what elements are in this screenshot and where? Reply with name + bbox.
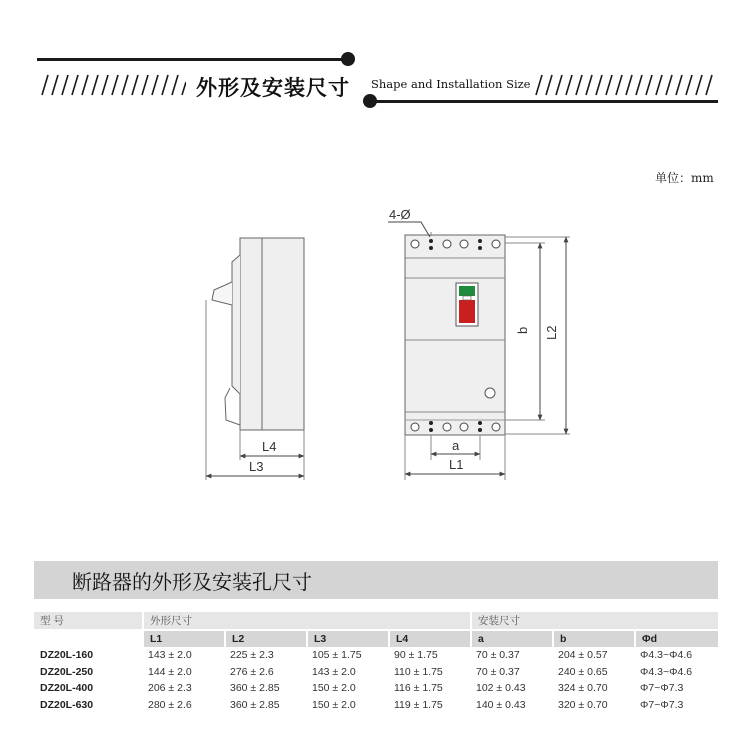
- cell-L2: 360 ± 2.85: [230, 698, 280, 711]
- cell-L2: 225 ± 2.3: [230, 649, 274, 662]
- cell-L4: 119 ± 1.75: [394, 698, 443, 711]
- table-row: [34, 647, 718, 664]
- cell-L4: 90 ± 1.75: [394, 649, 438, 662]
- column-header-b: b: [552, 629, 634, 648]
- cell-L3: 143 ± 2.0: [312, 665, 356, 678]
- handle-red: [459, 300, 475, 323]
- cell-a: 102 ± 0.43: [476, 682, 526, 695]
- cell-L1: 206 ± 2.3: [148, 682, 192, 695]
- dim-b-label: b: [515, 326, 530, 334]
- cell-d: Φ7~Φ7.3: [640, 698, 684, 711]
- cell-L3: 150 ± 2.0: [312, 682, 356, 695]
- group-header-shape: 外形尺寸: [142, 611, 470, 629]
- column-header-L2: L2: [224, 629, 306, 648]
- cell-model: DZ20L-630: [40, 698, 94, 711]
- column-header-L1: L1: [142, 629, 224, 648]
- column-header-L4: L4: [388, 629, 470, 648]
- unit-label: 单位：mm: [655, 171, 714, 185]
- front-view: [405, 235, 505, 435]
- group-header-model: 型 号: [34, 611, 142, 629]
- side-view-handle: [212, 282, 232, 305]
- cell-L3: 105 ± 1.75: [312, 649, 362, 662]
- cell-L2: 276 ± 2.6: [230, 665, 274, 678]
- cell-d: Φ4.3~Φ4.6: [640, 665, 693, 678]
- header-title-en: Shape and Installation Size: [371, 77, 531, 91]
- cell-L1: 280 ± 2.6: [148, 698, 192, 711]
- table-group-header-row: [34, 611, 718, 629]
- cell-L1: 143 ± 2.0: [148, 649, 192, 662]
- header-title-cn: 外形及安装尺寸: [196, 76, 350, 100]
- dim-L3-label: L3: [249, 459, 264, 474]
- cell-d: Φ7~Φ7.3: [640, 682, 684, 695]
- table-title: 断路器的外形及安装孔尺寸: [72, 570, 312, 594]
- dim-L2-label: L2: [544, 325, 559, 340]
- table-row: [34, 664, 718, 681]
- dim-L1-label: L1: [449, 457, 464, 472]
- test-button-circle: [485, 388, 495, 398]
- cell-L4: 116 ± 1.75: [394, 682, 443, 695]
- column-header-L3: L3: [306, 629, 388, 648]
- cell-a: 70 ± 0.37: [476, 649, 520, 662]
- cell-b: 320 ± 0.70: [558, 698, 608, 711]
- cell-b: 204 ± 0.57: [558, 649, 608, 662]
- cell-model: DZ20L-250: [40, 665, 94, 678]
- table-column-header-row: [34, 629, 718, 648]
- group-header-install: 安装尺寸: [470, 611, 718, 629]
- dim-L4-label: L4: [262, 439, 277, 454]
- column-header-a: a: [470, 629, 552, 648]
- cell-L2: 360 ± 2.85: [230, 682, 280, 695]
- spec-table: [34, 611, 718, 713]
- table-row: [34, 697, 718, 714]
- cell-L4: 110 ± 1.75: [394, 665, 443, 678]
- table-row: [34, 680, 718, 697]
- cell-L1: 144 ± 2.0: [148, 665, 192, 678]
- column-header-blank: [34, 629, 142, 648]
- hole-label: 4-Ø: [389, 207, 411, 222]
- cell-a: 70 ± 0.37: [476, 665, 520, 678]
- side-view-body: [240, 238, 304, 430]
- cell-model: DZ20L-160: [40, 649, 94, 662]
- cell-d: Φ4.3~Φ4.6: [640, 649, 693, 662]
- column-header-d: Φd: [634, 629, 718, 648]
- cell-a: 140 ± 0.43: [476, 698, 526, 711]
- front-view-body: [405, 235, 505, 435]
- cell-b: 240 ± 0.65: [558, 665, 608, 678]
- cell-L3: 150 ± 2.0: [312, 698, 356, 711]
- cell-model: DZ20L-400: [40, 682, 94, 695]
- dim-a-label: a: [452, 438, 460, 453]
- cell-b: 324 ± 0.70: [558, 682, 608, 695]
- handle-green: [459, 286, 475, 296]
- side-view: [206, 238, 304, 480]
- table-title-bar: [34, 561, 718, 599]
